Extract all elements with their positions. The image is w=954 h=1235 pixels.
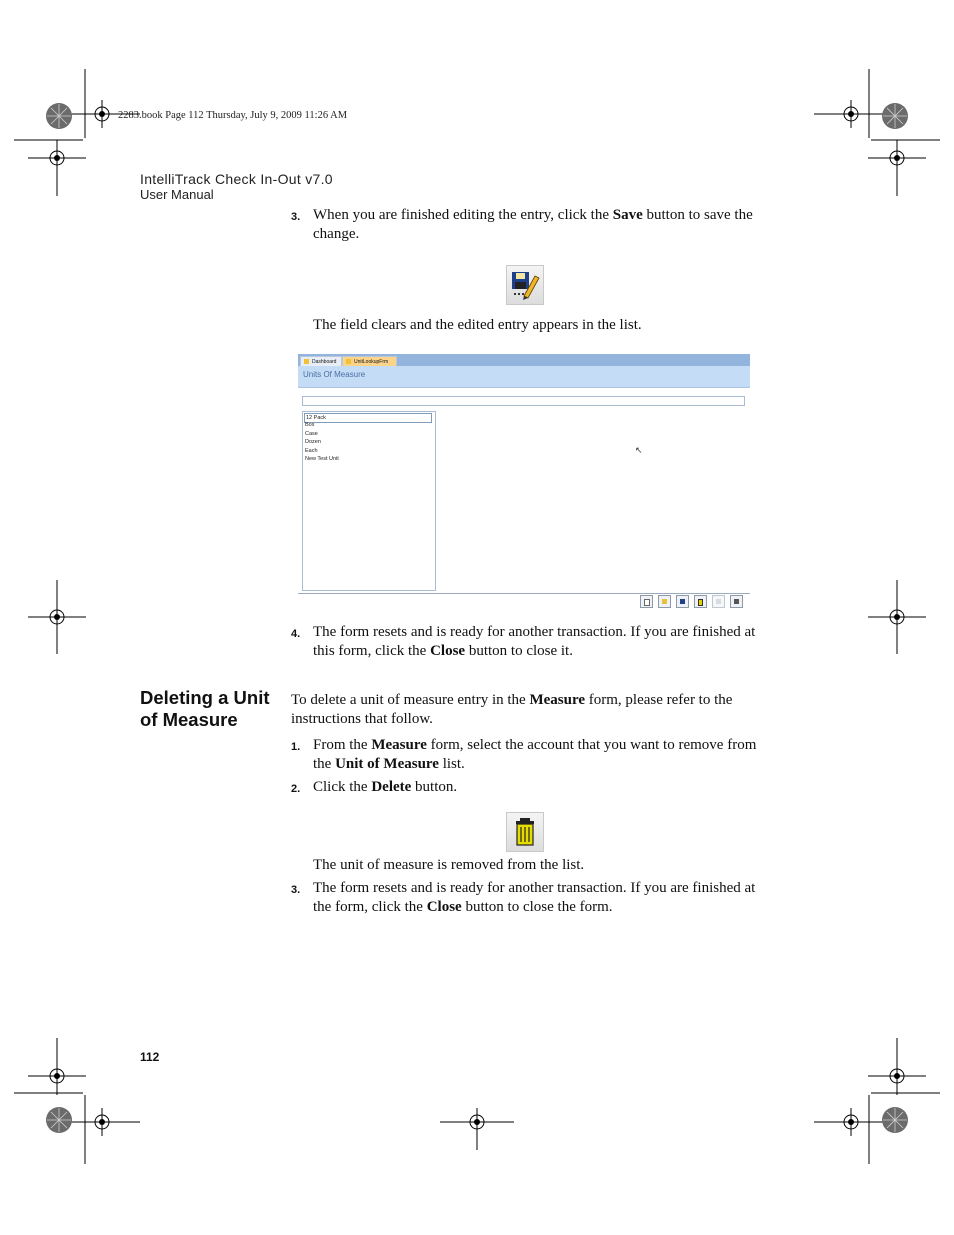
step-close-after-delete	[291, 879, 761, 917]
list-item[interactable]: Case	[305, 430, 318, 437]
step-save-edit	[291, 206, 761, 244]
step-number: 4.	[291, 628, 301, 640]
list-item[interactable]: New Test Unit	[305, 456, 339, 462]
list-item[interactable]: Dozen	[305, 439, 321, 445]
close-icon[interactable]	[730, 595, 743, 608]
unit-list[interactable]	[302, 411, 436, 591]
mouse-cursor-icon: ↖	[635, 446, 643, 456]
edit-icon[interactable]	[658, 595, 671, 608]
trash-can-icon	[506, 812, 544, 852]
units-of-measure-screenshot	[298, 354, 750, 612]
step-click-delete	[291, 778, 761, 797]
step-number: 3.	[291, 884, 301, 896]
tab-icon	[304, 359, 309, 364]
delete-result-text: The unit of measure is removed from the list.	[313, 857, 585, 873]
section-heading: Deleting a Unit of Measure	[140, 687, 270, 730]
step-text: From the Measure form, select the account that you want to remove from the Unit of Measure list.	[313, 737, 757, 772]
running-header-title: IntelliTrack Check In-Out v7.0	[140, 171, 333, 187]
step-text: The form resets and is ready for another transaction. If you are finished at the form, click the Close button to close the form.	[313, 880, 756, 915]
save-edit-icon	[506, 265, 544, 305]
running-header-subtitle: User Manual	[140, 187, 214, 202]
save-result-text: The field clears and the edited entry appears in the list.	[313, 317, 642, 333]
form-title: Units Of Measure	[303, 370, 366, 379]
tab-bar	[298, 354, 750, 366]
step-text: The form resets and is ready for another transaction. If you are finished at this form, click the Close button to close it.	[313, 624, 756, 659]
tab-icon	[346, 359, 351, 364]
print-slug: 2283.book Page 112 Thursday, July 9, 2009 11:26 AM	[118, 110, 348, 121]
list-item[interactable]: Each	[305, 447, 318, 454]
tab-unit-lookup[interactable]: UnitLookupFrm	[342, 356, 397, 366]
step-text: Click the Delete button.	[313, 779, 458, 795]
form-title-bar	[298, 366, 750, 388]
list-item[interactable]: Box	[305, 422, 315, 428]
unit-input[interactable]	[302, 396, 745, 406]
new-icon[interactable]	[640, 595, 653, 608]
page-number: 112	[140, 1050, 160, 1064]
step-text: When you are finished editing the entry, click the Save button to save the change.	[313, 207, 753, 242]
list-item-selected[interactable]: 12 Pack	[304, 413, 432, 423]
step-number: 3.	[291, 211, 301, 223]
form-body	[298, 388, 750, 594]
undo-icon[interactable]	[712, 595, 725, 608]
step-select-unit	[291, 736, 761, 774]
toolbar-divider	[298, 593, 750, 594]
delete-icon[interactable]	[694, 595, 707, 608]
step-number: 1.	[291, 741, 301, 753]
step-close-form	[291, 623, 761, 661]
delete-intro: To delete a unit of measure entry in the Measure form, please refer to the instructions that follow.	[291, 692, 733, 727]
tab-dashboard[interactable]: Dashboard	[300, 356, 342, 366]
save-icon[interactable]	[676, 595, 689, 608]
step-number: 2.	[291, 783, 301, 795]
